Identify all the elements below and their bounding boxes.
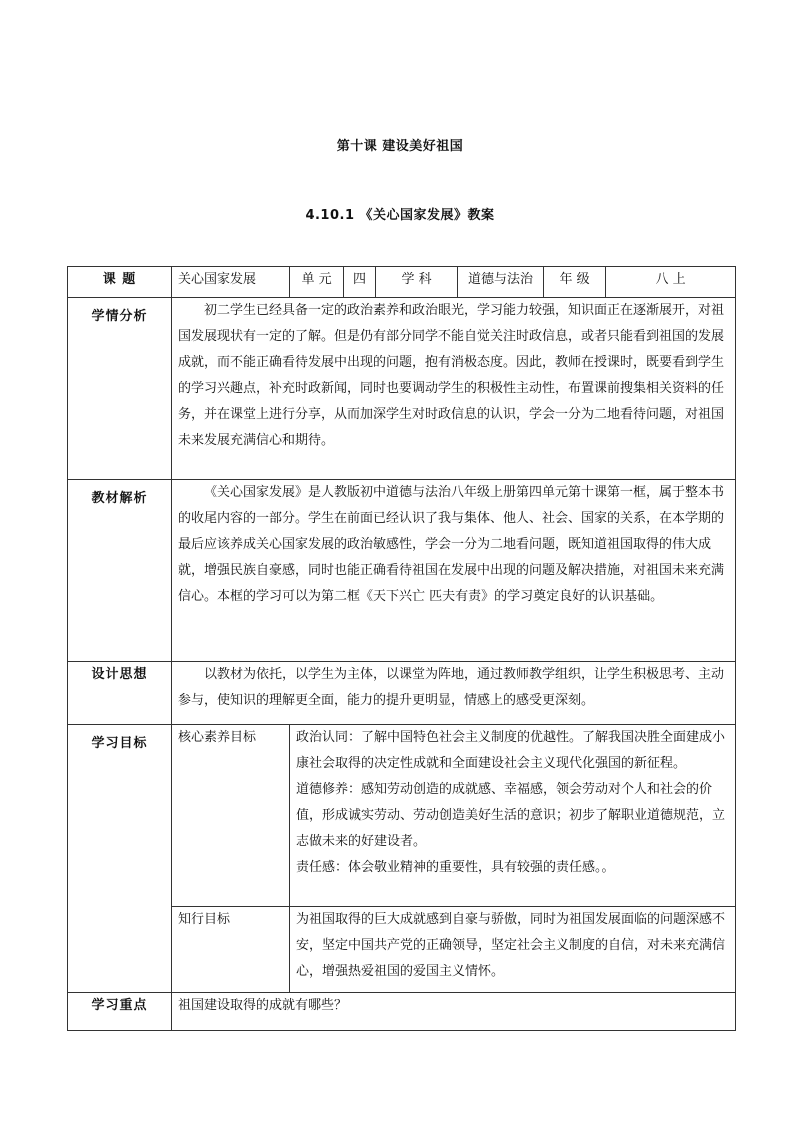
topic-label: 课 题 xyxy=(68,267,172,298)
textbook-analysis-row xyxy=(68,480,736,662)
subject-label: 学 科 xyxy=(376,267,458,298)
unit-value: 四 xyxy=(344,267,376,298)
core-item-moral: 道德修养：感知劳动创造的成就感、幸福感，领会劳动对个人和社会的价值，形成诚实劳动、劳动创造美好生活的意识；初步了解职业道德规范，立志做未来的好建设者。 xyxy=(296,782,726,849)
design-idea-row xyxy=(68,662,736,725)
student-analysis-row xyxy=(68,298,736,480)
design-idea-label: 设计思想 xyxy=(68,662,172,725)
key-points-row xyxy=(68,993,736,1031)
lesson-plan-table xyxy=(67,266,736,1031)
knowledge-action-label: 知行目标 xyxy=(172,907,290,993)
plan-title: 4.10.1 《关心国家发展》教案 xyxy=(305,208,495,223)
key-points-label: 学习重点 xyxy=(68,993,172,1031)
design-idea-text: 以教材为依托，以学生为主体，以课堂为阵地，通过教师教学组织，让学生积极思考、主动参与，使知识的理解更全面，能力的提升更明显，情感上的感受更深刻。 xyxy=(172,662,736,725)
grade-value: 八 上 xyxy=(606,267,736,298)
textbook-analysis-text: 《关心国家发展》是人教版初中道德与法治八年级上册第四单元第十课第一框，属于整本书的收尾内容的一部分。学生在前面已经认识了我与集体、他人、社会、国家的关系，在本学期的最后应该养成关心国家发展的政治敏感性，学会一分为二地看问题，既知道祖国取得的伟大成就，增强民族自豪感，同时也能正确看待祖国在发展中出现的问题及解决措施，对祖国未来充满信心。本框的学习可以为第二框《天下兴亡 匹夫有责》的学习奠定良好的认识基础。 xyxy=(172,480,736,662)
grade-label: 年 级 xyxy=(544,267,606,298)
core-literacy-text xyxy=(290,725,736,907)
textbook-analysis-label: 教材解析 xyxy=(68,480,172,662)
student-analysis-label: 学情分析 xyxy=(68,298,172,480)
objectives-core-row xyxy=(68,725,736,907)
knowledge-action-text: 为祖国取得的巨大成就感到自豪与骄傲，同时为祖国发展面临的问题深感不安，坚定中国共产党的正确领导，坚定社会主义制度的自信，对未来充满信心，增强热爱祖国的爱国主义情怀。 xyxy=(290,907,736,993)
lesson-title: 第十课 建设美好祖国 xyxy=(336,139,464,154)
header-row xyxy=(68,267,736,298)
key-points-text: 祖国建设取得的成就有哪些？ xyxy=(172,993,736,1031)
subject-value: 道德与法治 xyxy=(458,267,544,298)
unit-label: 单 元 xyxy=(290,267,344,298)
core-item-responsibility: 责任感：体会敬业精神的重要性，具有较强的责任感。。 xyxy=(296,860,615,875)
student-analysis-text: 初二学生已经具备一定的政治素养和政治眼光，学习能力较强，知识面正在逐渐展开，对祖国发展现状有一定的了解。但是仍有部分同学不能自觉关注时政信息，或者只能看到祖国的发展成就，而不能正确看待发展中出现的问题，抱有消极态度。因此，教师在授课时，既要看到学生的学习兴趣点，补充时政新闻，同时也要调动学生的积极性主动性，布置课前搜集相关资料的任务，并在课堂上进行分享，从而加深学生对时政信息的认识，学会一分为二地看待问题，对祖国未来发展充满信心和期待。 xyxy=(172,298,736,480)
topic-value: 关心国家发展 xyxy=(172,267,290,298)
objectives-label: 学习目标 xyxy=(68,725,172,993)
core-literacy-label: 核心素养目标 xyxy=(172,725,290,907)
core-item-political: 政治认同：了解中国特色社会主义制度的优越性。了解我国决胜全面建成小康社会取得的决定性成就和全面建设社会主义现代化强国的新征程。 xyxy=(296,730,726,771)
